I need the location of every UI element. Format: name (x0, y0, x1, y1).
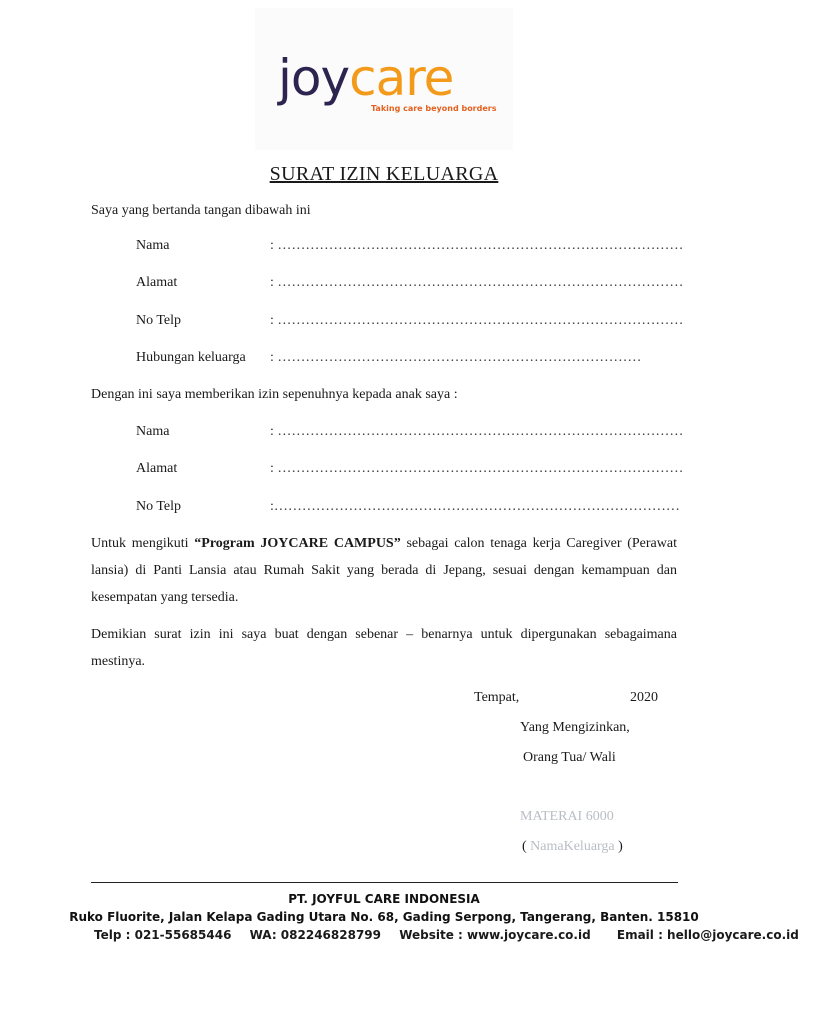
footer-contacts (94, 927, 813, 943)
child-phone-label: No Telp (136, 499, 182, 514)
footer-telp: Telp : 021-55685446 (94, 928, 232, 942)
child-address-label: Alamat (136, 461, 178, 476)
parent-address-field: : …………………………………………………………………………… (270, 275, 684, 290)
closing-paragraph: Demikian surat izin ini saya buat dengan sebenar – benarnya untuk dipergunakan sebagaimana mestinya. (91, 627, 677, 669)
stamp-placeholder: MATERAI 6000 (520, 809, 614, 824)
year-label: 2020 (630, 690, 658, 705)
permission-text: Dengan ini saya memberikan izin sepenuhnya kepada anak saya : (91, 387, 458, 402)
parent-name-field: : …………………………………………………………………………… (270, 238, 684, 253)
logo-wordmark: joycare (278, 49, 454, 107)
program-name: “Program JOYCARE CAMPUS” (194, 536, 401, 551)
intro-text: Saya yang bertanda tangan dibawah ini (91, 203, 311, 218)
joycare-logo (255, 8, 513, 150)
child-name-label: Nama (136, 424, 170, 439)
relationship-field: : …………………………………………………………………… (270, 350, 642, 365)
footer-divider (91, 882, 678, 883)
footer-email[interactable]: Email : hello@joycare.co.id (616, 928, 799, 942)
child-phone-field: :…………………………………………………………………………… (270, 499, 680, 514)
parent-phone-field: : …………………………………………………………………………… (270, 313, 684, 328)
parent-phone-label: No Telp (136, 313, 182, 328)
footer-company: PT. JOYFUL CARE INDONESIA (288, 892, 480, 906)
place-label: Tempat, (474, 690, 520, 705)
document-title: SURAT IZIN KELUARGA (269, 163, 499, 185)
parent-address-label: Alamat (136, 275, 178, 290)
footer-whatsapp: WA: 082246828799 (249, 928, 381, 942)
child-name-field: : …………………………………………………………………………… (270, 424, 684, 439)
signer-name: ( NamaKeluarga ) (522, 839, 623, 854)
child-address-field: : …………………………………………………………………………… (270, 461, 684, 476)
authorizer-label: Yang Mengizinkan, (520, 720, 630, 735)
guardian-role-label: Orang Tua/ Wali (523, 750, 616, 765)
logo-tagline: Taking care beyond borders (371, 104, 497, 113)
footer-website[interactable]: Website : www.joycare.co.id (399, 928, 591, 942)
program-paragraph: Untuk mengikuti “Program JOYCARE CAMPUS” sebagai calon tenaga kerja Caregiver (Perawat lansia) di Panti Lansia atau Rumah Sakit yang berada di Jepang, sesuai dengan kemampuan dan kesempatan yang tersedia. (91, 536, 677, 605)
relationship-label: Hubungan keluarga (136, 350, 246, 365)
parent-name-label: Nama (136, 238, 170, 253)
footer-address: Ruko Fluorite, Jalan Kelapa Gading Utara No. 68, Gading Serpong, Tangerang, Banten. 15810 (69, 910, 699, 924)
